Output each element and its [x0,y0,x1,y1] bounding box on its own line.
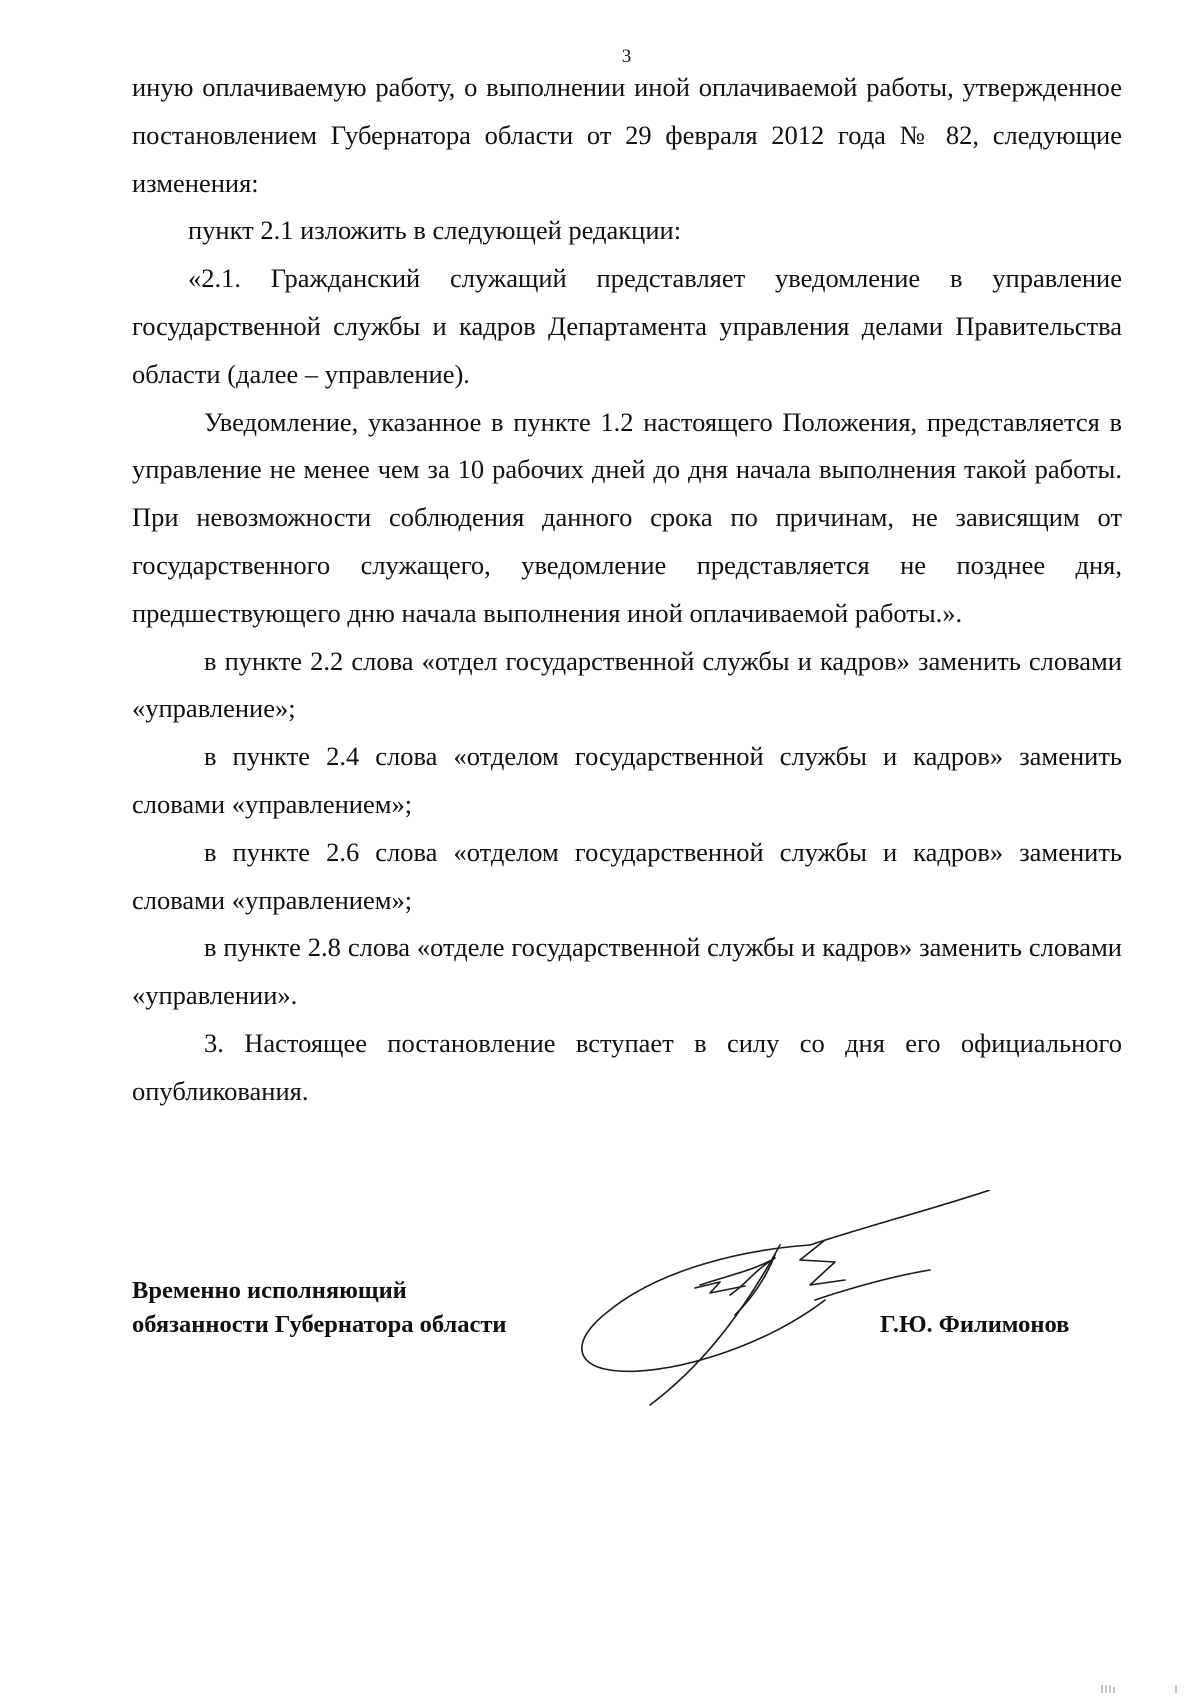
signatory-position-line1: Временно исполняющий [132,1277,407,1304]
page-number: 3 [621,46,632,67]
scan-edge-artifact [1100,1685,1180,1693]
paragraph-amendment-2-1-intro: пункт 2.1 изложить в следующей редакции: [188,215,682,246]
paragraph-intro-continuation: иную оплачиваемую работу, о выполнении иной оплачиваемой работы, утвержденное постановлением Губернатора области от 29 февраля 2012 года № 82, следующие изменения: [132,72,1122,198]
paragraph-amendment-2-8: в пункте 2.8 слова «отделе государственной службы и кадров» заменить словами «управлении». [132,932,1122,1011]
paragraph-effective-date: 3. Настоящее постановление вступает в силу со дня его официального опубликования. [132,1027,1122,1106]
signatory-name: Г.Ю. Филимонов [880,1311,1070,1338]
paragraph-amendment-2-4: в пункте 2.4 слова «отделом государственной службы и кадров» заменить словами «управлением»; [132,741,1122,819]
signatory-position [132,1274,507,1342]
paragraph-amendment-2-2: в пункте 2.2 слова «отдел государственной службы и кадров» заменить словами «управление»; [132,645,1122,724]
handwritten-signature [570,1190,990,1410]
signatory-position-line2: обязанности Губернатора области [132,1311,507,1338]
paragraph-clause-2-1: «2.1. Гражданский служащий представляет уведомление в управление государственной службы и кадров Департамента управления делами Правительства области (далее – управление). [132,263,1122,389]
document-body [132,64,1122,1116]
paragraph-amendment-2-6: в пункте 2.6 слова «отделом государственной службы и кадров» заменить словами «управлением»; [132,836,1122,915]
paragraph-notification-terms: Уведомление, указанное в пункте 1.2 настоящего Положения, представляется в управление не менее чем за 10 рабочих дней до дня начала выполнения такой работы. При невозможности соблюдения данного срока по причинам, не зависящим от государственного служащего, уведомление представляется не позднее дня, предшествующего дню начала выполнения иной оплачиваемой работы.». [132,406,1122,628]
